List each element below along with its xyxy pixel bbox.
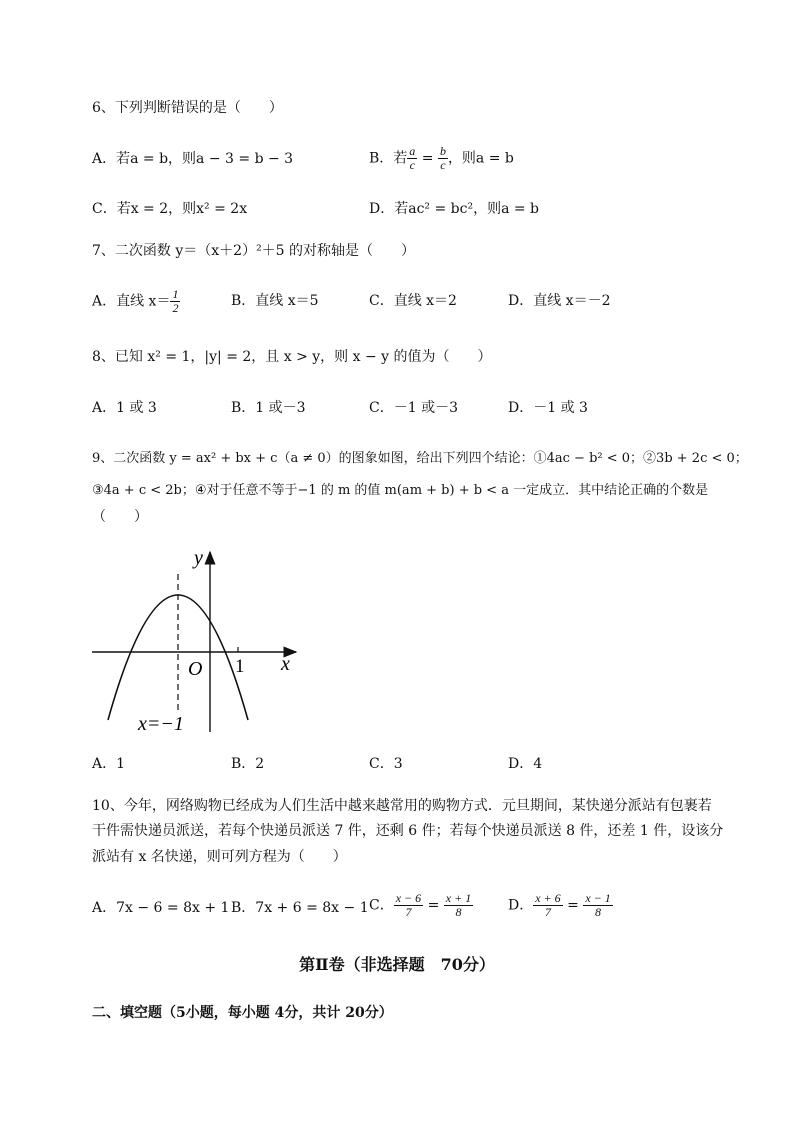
q6-option-d: D．若ac² = bc²，则a = b [369, 201, 540, 217]
q10-d-frac1-den: 7 [544, 905, 551, 919]
q8-stem: 8、已知 x² = 1，|y| = 2，且 x > y，则 x − y 的值为（ ） [92, 349, 492, 365]
q10-option-a: A．7x − 6 = 8x + 1 [92, 900, 230, 916]
q7-a-frac-num: 1 [172, 287, 179, 301]
q7-option-a [92, 288, 180, 315]
q10-c-frac2-den: 8 [455, 905, 462, 919]
q10-option-b: B．7x + 6 = 8x − 1 [231, 900, 369, 916]
q10-option-d-frac2 [583, 892, 612, 919]
q6-b-frac2-den: c [440, 158, 446, 172]
q9-option-d: D．4 [508, 756, 543, 772]
y-axis-label: y [194, 547, 203, 569]
q7-option-d: D．直线 x＝－2 [508, 293, 611, 309]
q10-stem-line3: 派站有 x 名快递，则可列方程为（ ） [92, 849, 347, 865]
symmetry-axis-label: x=−1 [138, 713, 184, 735]
q10-stem-line1: 10、今年，网络购物已经成为人们生活中越来越常用的购物方式．元旦期间，某快递分派站有包裹若 [92, 798, 712, 814]
q10-option-d-eq: = [562, 897, 584, 914]
q7-stem: 7、二次函数 y＝（x＋2）²＋5 的对称轴是（ ） [92, 243, 416, 259]
q10-c-frac1-den: 7 [405, 905, 412, 919]
q6-option-a: A．若a = b，则a − 3 = b − 3 [92, 151, 294, 167]
q9-option-b: B．2 [231, 756, 265, 772]
q8-option-d: D．－1 或 3 [508, 400, 588, 416]
x-axis-label: x [281, 653, 290, 675]
q6-stem: 6、下列判断错误的是（ ） [92, 100, 283, 116]
q8-option-b: B．1 或－3 [231, 400, 306, 416]
q10-c-frac2-num: x + 1 [445, 891, 472, 905]
section-subtitle: 二、填空题（5小题，每小题 4分，共计 20分） [92, 1005, 393, 1021]
q6-option-b-prefix: B．若 [369, 150, 408, 167]
q6-option-b-suffix: ，则a = b [447, 150, 514, 167]
tick-one-label: 1 [235, 656, 245, 677]
origin-label: O [188, 658, 203, 680]
q6-option-b [369, 145, 514, 172]
q10-d-frac2-num: x − 1 [585, 891, 611, 905]
q10-option-c-frac2 [444, 892, 473, 919]
q10-option-c-frac1 [394, 892, 423, 919]
q10-option-d [508, 892, 613, 919]
q6-b-frac1-num: a [409, 144, 416, 158]
q7-a-frac-den: 2 [172, 301, 179, 315]
q9-parabola-graph [88, 540, 303, 740]
q6-b-frac1-den: c [409, 158, 415, 172]
q10-d-frac2-den: 8 [595, 905, 602, 919]
q9-stem-line2: ③4a + c < 2b；④对于任意不等于−1 的 m 的值 m(am + b) + b < a 一定成立．其中结论正确的个数是 [92, 483, 709, 498]
q10-option-c-eq: = [423, 897, 444, 914]
q10-stem-line2: 干件需快递员派送，若每个快递员派送 7 件，还剩 6 件；若每个快递员派送 8 件，还差 1 件，设该分 [92, 823, 724, 839]
q6-option-b-frac2 [438, 145, 448, 172]
q10-option-d-frac1 [533, 892, 562, 919]
q8-option-c: C．－1 或－3 [369, 400, 458, 416]
q10-c-frac1-num: x − 6 [395, 891, 422, 905]
q10-option-d-prefix: D． [508, 897, 534, 914]
q7-option-a-prefix: A．直线 x＝ [92, 293, 171, 310]
q6-option-b-eq: = [417, 150, 438, 167]
q8-option-a: A．1 或 3 [92, 400, 157, 416]
q10-option-c [369, 892, 473, 919]
q10-option-c-prefix: C． [369, 897, 394, 914]
q7-option-c: C．直线 x＝2 [369, 293, 457, 309]
q6-option-c: C．若x = 2，则x² = 2x [92, 201, 248, 217]
q9-stem-line3: （ ） [92, 509, 148, 525]
q7-option-a-frac [170, 288, 180, 315]
q9-option-c: C．3 [369, 756, 403, 772]
q7-option-b: B．直线 x＝5 [231, 293, 319, 309]
q9-stem-line1: 9、二次函数 y = ax² + bx + c（a ≠ 0）的图象如图，给出下列四个结论：①4ac − b² < 0；②3b + 2c < 0； [92, 451, 748, 466]
q10-d-frac1-num: x + 6 [535, 891, 561, 905]
section-title: 第Ⅱ卷（非选择题 70分） [299, 955, 495, 974]
q6-option-b-frac1 [407, 145, 417, 172]
q9-option-a: A．1 [92, 756, 126, 772]
q6-b-frac2-num: b [439, 144, 446, 158]
